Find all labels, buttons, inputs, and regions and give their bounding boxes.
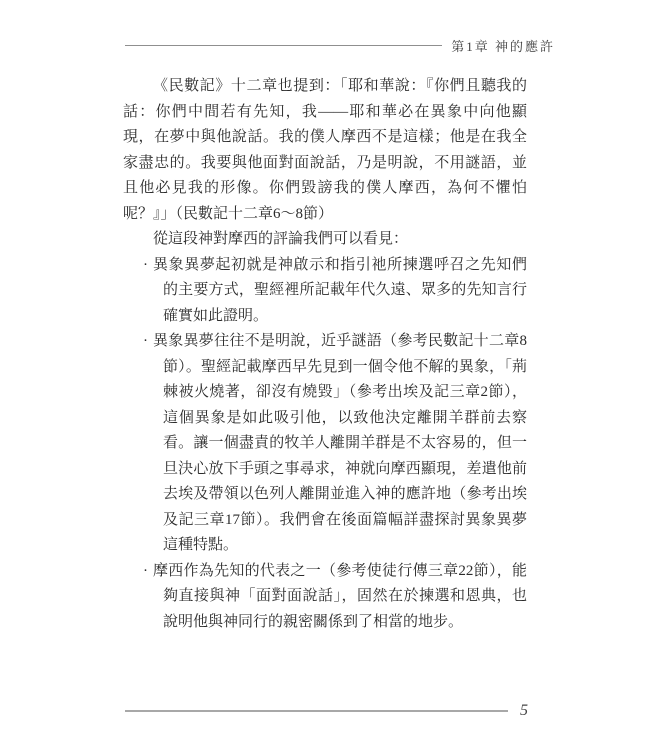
bullet-item-3 <box>123 559 527 636</box>
bullet-text-3: 摩西作為先知的代表之一（參考使徒行傳三章22節），能夠直接與神「面對面說話」，固然在於揀選和恩典，也說明他與神同行的親密關係到了相當的地步。 <box>153 562 527 630</box>
bullet-item-2 <box>123 329 527 559</box>
bullet-dot-icon: · <box>143 562 148 579</box>
bullet-item-1 <box>123 253 527 330</box>
bullet-dot-icon: · <box>143 333 148 349</box>
bullet-dot-icon: · <box>143 256 148 273</box>
header-rule <box>125 45 442 46</box>
page-header <box>125 36 555 55</box>
quote-paragraph: 《民數記》十二章也提到：「耶和華說：『你們且聽我的話：你們中間若有先知，我——耶和華必在異象中向他顯現，在夢中與他說話。我的僕人摩西不是這樣；他是在我全家盡忠的。我要與他面對面說話，乃是明說，不用謎語，並且他必見我的形像。你們毀謗我的僕人摩西，為何不懼怕呢？』」（民數記十二章6～8節） <box>123 78 527 222</box>
page-footer <box>125 702 528 720</box>
chapter-heading: 第1章 神的應許 <box>451 39 555 54</box>
page-body <box>123 74 527 635</box>
page-number: 5 <box>520 702 528 719</box>
bullet-text-2: 異象異夢往往不是明說，近乎謎語（參考民數記十二章8節）。聖經記載摩西早先見到一個令他不解的異象，「荊棘被火燒著，卻沒有燒毀」（參考出埃及記三章2節），這個異象是如此吸引他，以致他決定離開羊群前去察看。讓一個盡責的牧羊人離開羊群是不太容易的，但一旦決心放下手頭之事尋求，神就向摩西顯現，差遣他前去埃及帶領以色列人離開並進入神的應許地（參考出埃及記三章17節）。我們會在後面篇幅詳盡探討異象異夢這種特點。 <box>153 333 527 553</box>
intro-paragraph: 從這段神對摩西的評論我們可以看見： <box>153 231 409 247</box>
bullet-text-1: 異象異夢起初就是神啟示和指引祂所揀選呼召之先知們的主要方式，聖經裡所記載年代久遠、眾多的先知言行確實如此證明。 <box>153 256 527 324</box>
footer-rule <box>125 710 508 712</box>
